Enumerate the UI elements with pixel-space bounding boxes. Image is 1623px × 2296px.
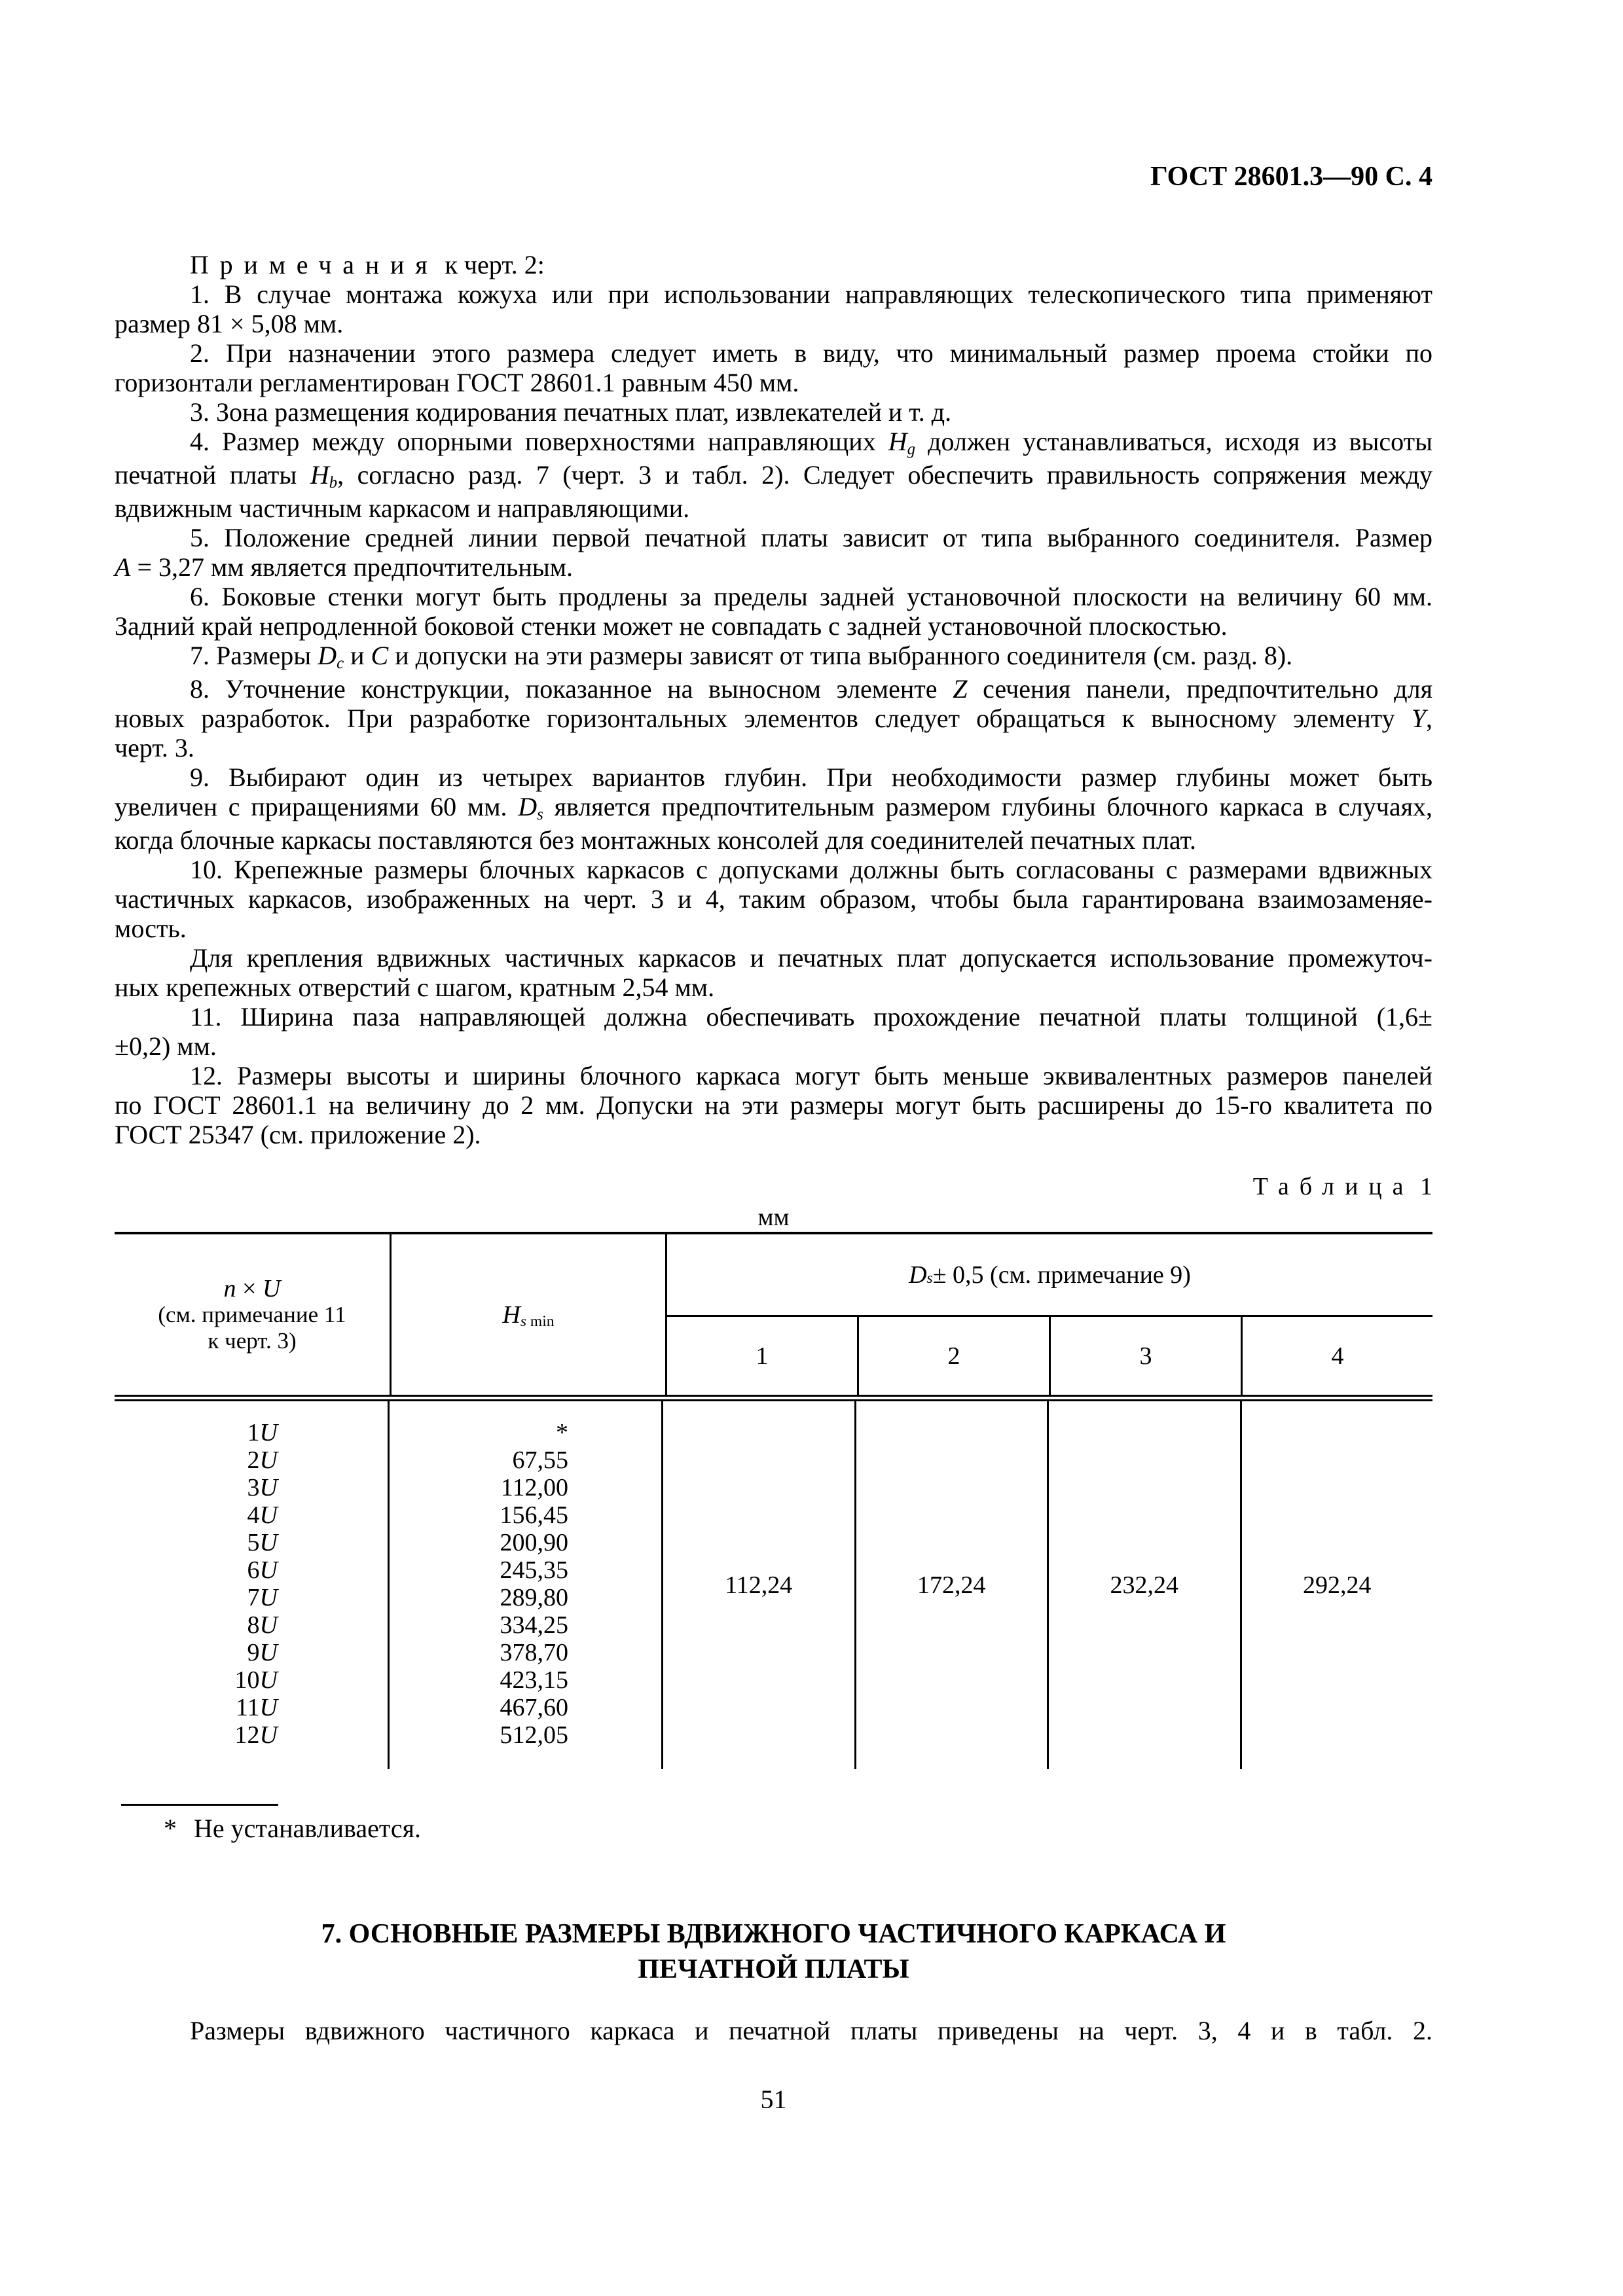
note-paragraph [115, 1061, 1432, 1149]
row-label-nu: 4U [247, 1501, 278, 1529]
footnote-star: * [164, 1814, 177, 1843]
header-cell-nu [115, 1234, 392, 1395]
footnote-rule [121, 1804, 278, 1806]
row-value-hsmin: 245,35 [500, 1556, 568, 1584]
note-paragraph [115, 674, 1432, 762]
row-label-nu: 3U [247, 1474, 278, 1501]
notes [115, 250, 1432, 1149]
row-label-nu: 12U [234, 1721, 278, 1749]
table-caption: Таблица 1 [1252, 1173, 1432, 1200]
ds-value: 292,24 [1303, 1571, 1372, 1599]
note-line: 10. Крепежные размеры блочных каркасов с допусками должны быть согласованы с размерами вдвижных [190, 855, 1432, 884]
header-nu-line1: n × U [223, 1274, 281, 1302]
section-body: Размеры вдвижного частичного каркаса и печатной платы приведены на черт. 3, 4 и в табл. 2. [190, 2016, 1432, 2045]
ds-value: 172,24 [917, 1571, 986, 1599]
note-line: 1. В случае монтажа кожуха или при использовании направляющих телескопического типа применяют [190, 279, 1432, 309]
footnote [164, 1813, 421, 1844]
note-line: 3. Зона размещения кодирования печатных плат, извлекателей и т. д. [190, 397, 952, 427]
subcol-header: 2 [859, 1317, 1051, 1395]
row-label-nu: 11U [235, 1694, 278, 1721]
row-value-hsmin: 378,70 [500, 1639, 568, 1666]
note-line: горизонтали регламентирован ГОСТ 28601.1 равным 450 мм. [115, 368, 799, 397]
col-nu [115, 1401, 390, 1769]
section-title-line2: ПЕЧАТНОЙ ПЛАТЫ [638, 1954, 909, 1984]
header-hsmin-label: Hs min [502, 1300, 555, 1331]
row-label-nu: 10U [234, 1666, 278, 1694]
note-line: мость. [115, 914, 187, 943]
header-cell-ds [667, 1234, 1432, 1395]
col-hsmin [390, 1401, 663, 1769]
gost-table [115, 1232, 1432, 1769]
note-line: 2. При назначении этого размера следует иметь в виду, что минимальный размер проема стойки по [190, 338, 1432, 368]
note-line: 7. Размеры Dc и C и допуски на эти размеры зависят от типа выбранного соединителя (см. разд. 8). [190, 641, 1293, 672]
note-line: вдвижным частичным каркасом и направляющими. [115, 493, 690, 523]
note-paragraph [115, 641, 1432, 674]
table-head [115, 1234, 1432, 1395]
header-cell-hsmin [392, 1234, 667, 1395]
note-line: ±0,2) мм. [115, 1031, 217, 1061]
row-value-hsmin: * [556, 1419, 568, 1446]
note-line: 4. Размер между опорными поверхностями направляющих Hg должен устанавливаться, исходя из высоты [190, 427, 1432, 458]
note-line: 9. Выбирают один из четырех вариантов глубин. При необходимости размер глубины может быть [190, 762, 1432, 792]
row-value-hsmin: 67,55 [512, 1446, 568, 1474]
note-paragraph [115, 762, 1432, 855]
units-caption: мм [757, 1204, 790, 1231]
note-line: 6. Боковые стенки могут быть продлены за пределы задней установочной плоскости на величину 60 мм. [190, 582, 1432, 611]
note-line: когда блочные каркасы поставляются без монтажных консолей для соединителей печатных плат. [115, 825, 1197, 855]
row-value-hsmin: 334,25 [500, 1611, 568, 1639]
note-paragraph [115, 855, 1432, 943]
doc-header: ГОСТ 28601.3—90 С. 4 [1150, 162, 1432, 192]
note-paragraph [115, 338, 1432, 397]
row-value-hsmin: 156,45 [500, 1501, 568, 1529]
row-label-nu: 6U [247, 1556, 278, 1584]
row-value-hsmin: 467,60 [500, 1694, 568, 1721]
note-line: размер 81 × 5,08 мм. [115, 309, 344, 338]
note-paragraph [115, 943, 1432, 1002]
note-line: ных крепежных отверстий с шагом, кратным 2,54 мм. [115, 973, 715, 1002]
table-body [115, 1401, 1432, 1769]
note-line: А = 3,27 мм является предпочтительным. [115, 552, 574, 582]
row-label-nu: 5U [247, 1529, 278, 1556]
header-nu-line3: к черт. 3) [208, 1327, 297, 1354]
header-span-ds: D s ± 0,5 (см. примечание 9) [667, 1234, 1432, 1317]
row-value-hsmin: 423,15 [500, 1666, 568, 1694]
note-line: Примечания к черт. 2: [190, 250, 545, 279]
ds-value-cell [856, 1401, 1049, 1769]
note-line: по ГОСТ 28601.1 на величину до 2 мм. Допуски на эти размеры могут быть расширены до 15-го квалитета по [115, 1090, 1432, 1120]
note-line: черт. 3. [115, 733, 194, 762]
head-body-separator [115, 1395, 1432, 1401]
page-number: 51 [760, 2085, 787, 2114]
note-line: Задний край непродленной боковой стенки может не совпадать с задней установочной плоскостью. [115, 611, 1228, 641]
row-label-nu: 2U [247, 1446, 278, 1474]
header-subrow [667, 1317, 1432, 1395]
row-value-hsmin: 200,90 [500, 1529, 568, 1556]
row-value-hsmin: 512,05 [500, 1721, 568, 1749]
section-title-line1: 7. ОСНОВНЫЕ РАЗМЕРЫ ВДВИЖНОГО ЧАСТИЧНОГО КАРКАСА И [321, 1919, 1226, 1949]
note-line: 11. Ширина паза направляющей должна обеспечивать прохождение печатной платы толщиной (1,6± [190, 1002, 1432, 1031]
note-paragraph [115, 397, 1432, 427]
header-nu-line2: (см. примечание 11 [158, 1301, 346, 1327]
ds-value-cell [1242, 1401, 1433, 1769]
note-line: печатной платы Hb, согласно разд. 7 (черт. 3 и табл. 2). Следует обеспечить правильность сопряжения между [115, 460, 1433, 492]
subcol-header: 3 [1051, 1317, 1243, 1395]
row-value-hsmin: 112,00 [500, 1474, 568, 1501]
note-paragraph [115, 523, 1432, 582]
note-line: новых разработок. При разработке горизонтальных элементов следует обращаться к выносному элементу Y, [115, 704, 1432, 733]
note-line: 5. Положение средней линии первой печатной платы зависит от типа выбранного соединителя. Размер [190, 523, 1432, 552]
ds-value: 232,24 [1110, 1571, 1178, 1599]
note-line: частичных каркасов, изображенных на черт. 3 и 4, таким образом, чтобы была гарантирована взаимозаменяе- [115, 884, 1432, 914]
note-paragraph [115, 1002, 1432, 1061]
note-paragraph [115, 582, 1432, 641]
subcol-header: 4 [1331, 1342, 1344, 1370]
note-paragraph [115, 250, 1432, 279]
note-line: увеличен с приращениями 60 мм. Ds является предпочтительным размером глубины блочного каркаса в случаях, [115, 792, 1432, 823]
row-value-hsmin: 289,80 [500, 1584, 568, 1611]
note-line: ГОСТ 25347 (см. приложение 2). [115, 1120, 481, 1149]
section-title [115, 1916, 1432, 1987]
row-label-nu: 1U [247, 1419, 278, 1446]
ds-value: 112,24 [725, 1571, 793, 1599]
ds-value-cell [663, 1401, 856, 1769]
ds-value-cell [1049, 1401, 1242, 1769]
note-line: 8. Уточнение конструкции, показанное на выносном элементе Z сечения панели, предпочтительно для [190, 674, 1432, 704]
row-label-nu: 9U [247, 1639, 278, 1666]
note-paragraph [115, 427, 1432, 523]
row-label-nu: 7U [247, 1584, 278, 1611]
footnote-text: Не устанавливается. [194, 1814, 421, 1843]
note-paragraph [115, 279, 1432, 338]
row-label-nu: 8U [247, 1611, 278, 1639]
note-line: 12. Размеры высоты и ширины блочного каркаса могут быть меньше эквивалентных размеров панелей [190, 1061, 1432, 1090]
note-line: Для крепления вдвижных частичных каркасов и печатных плат допускается использование промежуточ- [190, 943, 1432, 973]
subcol-header: 1 [667, 1317, 859, 1395]
